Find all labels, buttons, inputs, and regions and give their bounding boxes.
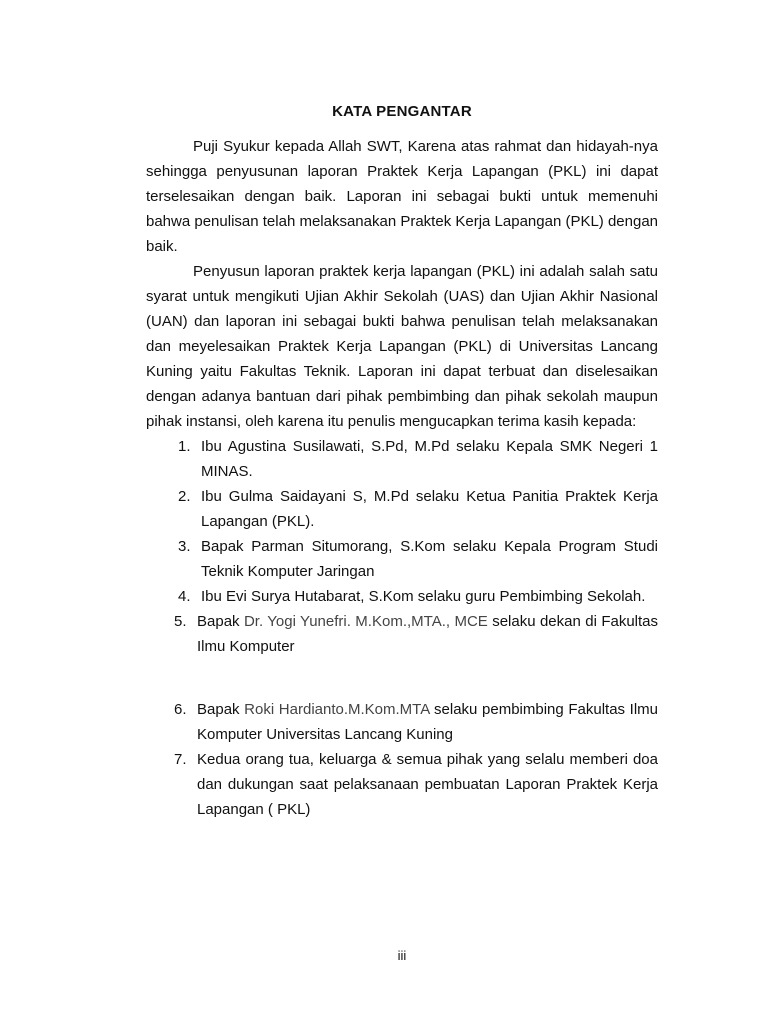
list-item <box>146 584 658 609</box>
list-item <box>146 484 658 534</box>
list-item-text: Ibu Agustina Susilawati, S.Pd, M.Pd selaku Kepala SMK Negeri 1 MINAS. <box>201 438 658 480</box>
list-item <box>146 434 658 484</box>
paragraph-purpose: Penyusun laporan praktek kerja lapangan (PKL) ini adalah salah satu syarat untuk mengikuti Ujian Akhir Sekolah (UAS) dan Ujian Akhir Nasional (UAN) dan laporan ini sebagai bukti bahwa penulisan telah melaksanakan dan meyelesaikan Praktek Kerja Lapangan (PKL) di Universitas Lancang Kuning yaitu Fakultas Teknik. Laporan ini dapat terbuat dan diselesaikan dengan adanya bantuan dari pihak pembimbing dan pihak sekolah maupun pihak instansi, oleh karena itu penulis mengucapkan terima kasih kepada: <box>146 263 658 430</box>
person-name: Roki Hardianto.M.Kom.MTA <box>244 701 430 718</box>
list-item-text: Ibu Evi Surya Hutabarat, S.Kom selaku guru Pembimbing Sekolah. <box>201 588 646 605</box>
list-item-text: Kedua orang tua, keluarga & semua pihak yang selalu memberi doa dan dukungan saat pelaksanaan pembuatan Laporan Praktek Kerja Lapangan ( PKL) <box>197 751 658 818</box>
document-body <box>146 134 658 822</box>
list-item-text: Ibu Gulma Saidayani S, M.Pd selaku Ketua Panitia Praktek Kerja Lapangan (PKL). <box>201 488 658 530</box>
list-number: 4. <box>178 588 191 605</box>
list-item <box>146 747 658 822</box>
list-item-suffix: selaku dekan di Fakultas Ilmu Komputer <box>197 613 659 655</box>
list-item <box>146 534 658 584</box>
list-item-suffix: selaku pembimbing Fakultas Ilmu Komputer Universitas Lancang Kuning <box>197 701 659 743</box>
list-spacer <box>146 659 658 697</box>
list-number: 6. <box>174 701 187 718</box>
list-number: 5. <box>174 613 187 630</box>
page-number: iii <box>397 948 407 963</box>
list-number: 1. <box>178 438 191 455</box>
list-number: 2. <box>178 488 191 505</box>
list-number: 3. <box>178 538 191 555</box>
list-item-prefix: Bapak <box>197 613 244 630</box>
paragraph-opening: Puji Syukur kepada Allah SWT, Karena atas rahmat dan hidayah-nya sehingga penyusunan laporan Praktek Kerja Lapangan (PKL) ini dapat terselesaikan dengan baik. Laporan ini sebagai bukti untuk memenuhi bahwa penulisan telah melaksanakan Praktek Kerja Lapangan (PKL) dengan baik. <box>146 138 659 255</box>
acknowledgement-list <box>146 434 658 822</box>
list-item-text: Bapak Parman Situmorang, S.Kom selaku Kepala Program Studi Teknik Komputer Jaringan <box>201 538 658 580</box>
list-number: 7. <box>174 751 187 768</box>
list-item <box>146 697 658 747</box>
list-item-prefix: Bapak <box>197 701 245 718</box>
person-name: Dr. Yogi Yunefri. M.Kom.,MTA., MCE <box>243 613 488 630</box>
list-item <box>146 609 658 659</box>
page-title: KATA PENGANTAR <box>332 103 472 120</box>
